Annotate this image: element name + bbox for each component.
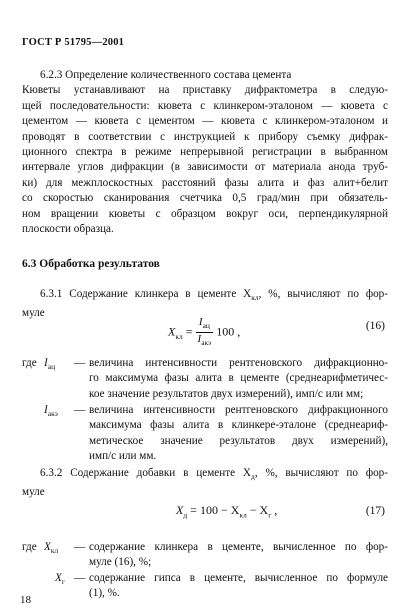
- body-line: проводят в соответствии с инструкцией к прибору съемку дифрак-: [22, 130, 388, 143]
- fraction: $\frac{I_{ац}}{I_{акэ}}$: [197, 316, 212, 348]
- body-line: Кюветы устанавливают на приставку дифрактометра в следую-: [22, 84, 388, 97]
- p631-rest: , %, вычисляют по фор-: [258, 288, 388, 300]
- body-line: щей последовательности: кювета с клинкером-эталоном — кювета с: [22, 99, 388, 112]
- body-line: со скоростью сканирования счетчика 0,5 град/мин при обязатель-: [22, 192, 388, 205]
- section-body: [22, 83, 388, 237]
- def1-symbol: $I_{ац}$: [44, 357, 56, 372]
- formula-16: $X_{кл}$ = $\frac{I_{ац}}{I_{акэ}}$ 100 ,: [168, 316, 241, 348]
- body-line: плоскости образца.: [22, 223, 114, 236]
- def3-symbol: $X_{кл}$: [44, 541, 59, 556]
- section-6-2-3: [22, 68, 388, 237]
- def1-dash: —: [74, 357, 86, 369]
- document-header: ГОСТ Р 51795—2001: [22, 37, 125, 48]
- where-label: где: [22, 357, 37, 369]
- page-number: 18: [20, 594, 31, 606]
- section-title: 6.2.3 Определение количественного состава цемента: [40, 69, 292, 81]
- p631-sub: кл: [251, 293, 259, 303]
- def4-symbol: $X_г$: [55, 572, 65, 587]
- def3-dash: —: [74, 541, 86, 553]
- def4-dash: —: [74, 572, 86, 584]
- body-line: ки) для межплоскостных расстояний фазы алита и фаз алит+белит: [22, 176, 388, 189]
- body-line: интервале углов дифракции (в зависимости от материала анода труб-: [22, 161, 388, 174]
- body-line: ном вращении кюветы с образцом вокруг оси, перпендикулярной: [22, 207, 388, 220]
- def2-dash: —: [74, 404, 86, 416]
- paragraph-6-3-2: 6.3.2 Содержание добавки в цементе $X_д$, %, вычисляют по фор- муле: [22, 467, 388, 498]
- formula-number-16: (16): [365, 320, 385, 332]
- formula-number-17: (17): [365, 505, 385, 517]
- formula-17: $X_д = 100 - X_{кл} - X_г$ ,: [176, 503, 278, 520]
- body-line: цементом — кювета с цементом — кювета с клинкером-эталоном и: [22, 115, 388, 128]
- p631-line2: муле: [22, 306, 45, 319]
- def3-text: содержание клинкера в цементе, вычисленное по фор- муле (16), %;: [89, 541, 388, 569]
- def2-text: величина интенсивности рентгеновского дифракционного максимума фазы алита в клинкере-эталоне (среднеариф- метическое значение результатов двух измерений), имп/с или мм.: [89, 404, 388, 463]
- def4-text: содержание гипса в цементе, вычисленное по формуле (1), %.: [89, 572, 388, 600]
- def2-symbol: $I_{акэ}$: [44, 404, 58, 419]
- section-heading-6-3: 6.3 Обработка результатов: [22, 258, 160, 270]
- def1-text: величина интенсивности рентгеновского дифракционно- го максимума фазы алита в цементе (среднеарифметичес- кое значение результатов двух измерений), имп/с или мм;: [89, 357, 388, 400]
- where-label-2: где: [22, 541, 37, 553]
- body-line: ционного спектра в режиме непрерывной регистрации в выбранном: [22, 146, 388, 159]
- p631-text: 6.3.1 Содержание клинкера в цементе X: [40, 288, 252, 300]
